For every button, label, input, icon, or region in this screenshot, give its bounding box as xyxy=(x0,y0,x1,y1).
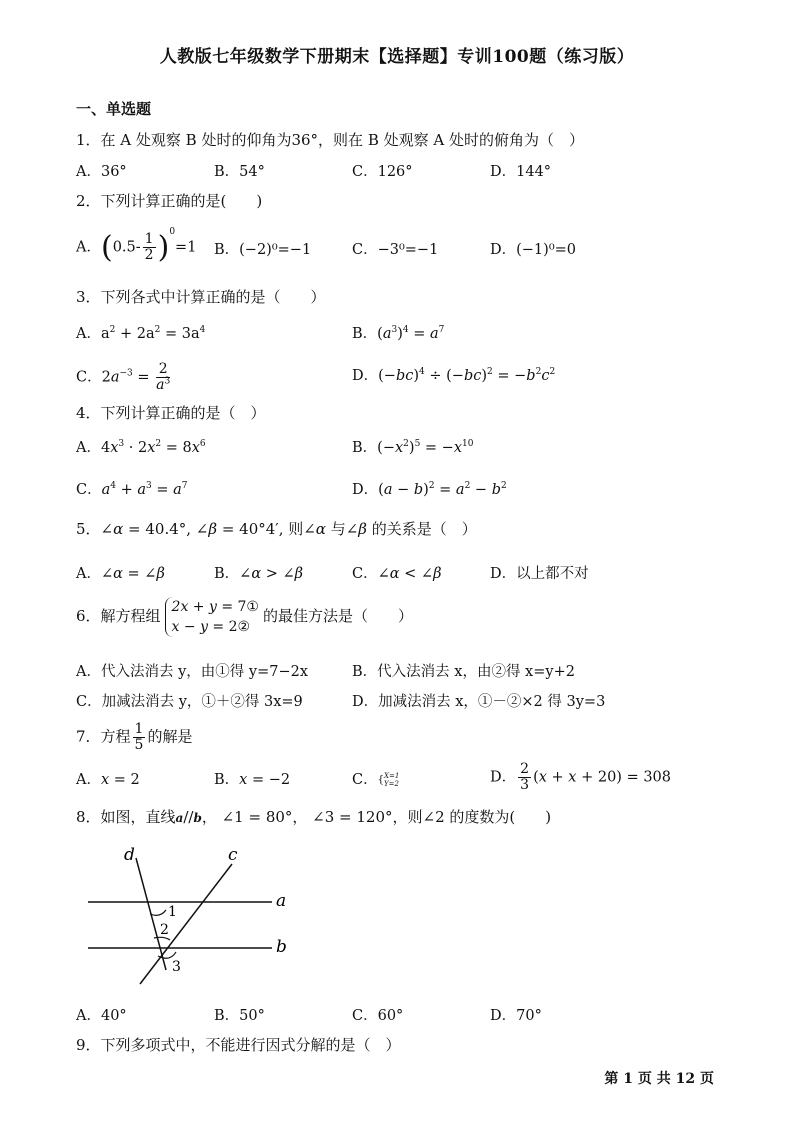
q2-option-d: D．(−1)⁰=0 xyxy=(490,242,577,258)
q5-option-c: C．∠α < ∠β xyxy=(352,566,442,582)
q5-option-b: B．∠α > ∠β xyxy=(214,566,304,582)
q4-option-b-label: B． xyxy=(352,440,378,456)
q3-option-b: B．$(a^3)^4 = a^7$ xyxy=(352,325,445,342)
question-5-stem: 5．∠α = 40.4°, ∠β = 40°4′, 则∠α 与∠β 的关系是（ ） xyxy=(76,520,477,538)
q6-option-c: C．加减法消去 y，①＋②得 3x=9 xyxy=(76,694,303,710)
question-1-stem: 1．在 A 处观察 B 处时的仰角为36°，则在 B 处观察 A 处时的俯角为（ ） xyxy=(76,131,584,149)
label-angle-2: 2 xyxy=(160,922,169,938)
q8-option-a: A．40° xyxy=(76,1008,127,1024)
q2-option-a: A．(0.5- $\frac{1}{2}$ )$^0$=1 xyxy=(76,226,197,265)
q2-option-c: C．−3⁰=−1 xyxy=(352,242,439,258)
q4-option-d-label: D． xyxy=(352,482,379,498)
q5-option-a: A．∠α = ∠β xyxy=(76,566,165,582)
q6-option-d: D．加减法消去 x，①－②×2 得 3y=3 xyxy=(352,694,606,710)
question-8-stem-tail: ，则∠2 的度数为( ) xyxy=(392,808,552,826)
question-7-stem: 7．方程 $\frac{1}{5}$ 的解是 xyxy=(76,721,193,753)
question-6-stem xyxy=(76,597,413,637)
question-7-stem-lead: 7．方程 xyxy=(76,727,131,746)
q8-option-c: C．60° xyxy=(352,1008,404,1024)
question-2-stem: 2．下列计算正确的是( ) xyxy=(76,192,263,210)
q3-option-a-label: A． xyxy=(76,326,101,342)
label-b: b xyxy=(276,937,287,957)
question-4-stem: 4．下列计算正确的是（ ） xyxy=(76,404,266,422)
q4-option-c: C．$a^4 + a^3 = a^7$ xyxy=(76,481,188,498)
q1-option-c: C．126° xyxy=(352,164,413,180)
label-angle-1: 1 xyxy=(168,904,177,920)
q6-option-b: B．代入法消去 x，由②得 x=y+2 xyxy=(352,664,575,680)
q3-option-c: C．$2a^{-3}$ = $\frac{2}{a^3}$ xyxy=(76,361,171,393)
q3-option-d: D．$(-bc)^4 \div (-bc)^2 = -b^2c^2$ xyxy=(352,367,556,384)
q4-option-b: B．$(-x^2)^5 = -x^{10}$ xyxy=(352,439,474,456)
label-angle-3: 3 xyxy=(172,959,181,975)
q4-option-a: A．$4x^3 \cdot 2x^2 = 8x^6$ xyxy=(76,439,206,456)
q5-option-b-label: B． xyxy=(214,566,240,582)
label-c: c xyxy=(228,845,238,865)
label-a: a xyxy=(276,891,287,911)
q3-option-a: A．$a^2 + 2a^2 = 3a^4$ xyxy=(76,325,206,342)
q2-option-a-label: A． xyxy=(76,239,101,256)
q1-option-d: D．144° xyxy=(490,164,552,180)
q1-option-b: B．54° xyxy=(214,164,265,180)
q4-option-a-label: A． xyxy=(76,440,101,456)
equation-system: 2x + y = 7① x − y = 2② xyxy=(165,597,259,637)
section-heading: 一、单选题 xyxy=(76,100,152,118)
q7-option-b-label: B． xyxy=(214,772,240,788)
q3-option-b-label: B． xyxy=(352,326,378,342)
q7-option-d: D． $\frac{2}{3}$ (x + x + 20) = 308 xyxy=(490,761,672,793)
question-8-stem-lead: 8．如图，直线 xyxy=(76,808,176,826)
q4-option-c-label: C． xyxy=(76,482,102,498)
question-9-stem: 9．下列多项式中，不能进行因式分解的是（ ） xyxy=(76,1036,401,1054)
q5-option-a-label: A． xyxy=(76,566,101,582)
question-7-stem-tail: 的解是 xyxy=(147,727,193,746)
q7-option-c-label: C． xyxy=(352,772,378,788)
q3-option-d-label: D． xyxy=(352,368,379,384)
q2-option-b: B．(−2)⁰=−1 xyxy=(214,242,312,258)
page-footer: 第 1 页 共 12 页 xyxy=(604,1071,714,1087)
q5-option-d: D．以上都不对 xyxy=(490,566,589,582)
question-6-stem-tail: 的最佳方法是（ ） xyxy=(262,607,413,625)
question-3-stem: 3．下列各式中计算正确的是（ ） xyxy=(76,288,326,306)
q6-option-a: A．代入法消去 y，由①得 y=7−2x xyxy=(76,664,308,680)
q8-option-d: D．70° xyxy=(490,1008,542,1024)
q7-option-a: A．x = 2 xyxy=(76,772,140,788)
angle-1-arc xyxy=(150,910,166,915)
q8-option-b: B．50° xyxy=(214,1008,265,1024)
question-5-stem-text: 的关系是（ ） xyxy=(371,520,477,538)
q7-option-c: C．{X=1 Y=2 xyxy=(352,772,400,788)
question-6-stem-lead: 6．解方程组 xyxy=(76,607,161,625)
q4-option-d: D．$(a - b)^2 = a^2 - b^2$ xyxy=(352,481,507,498)
q7-option-b: B．x = −2 xyxy=(214,772,291,788)
q7-option-d-label: D． xyxy=(490,769,517,786)
q5-option-c-label: C． xyxy=(352,566,378,582)
geometry-figure xyxy=(80,840,300,990)
q3-option-c-label: C． xyxy=(76,369,102,386)
label-d: d xyxy=(124,845,135,865)
q7-option-a-label: A． xyxy=(76,772,101,788)
q1-option-a: A．36° xyxy=(76,164,127,180)
page-title: 人教版七年级数学下册期末【选择题】专训100题（练习版） xyxy=(159,47,635,67)
question-8-stem: 8．如图，直线a//b， ∠1 = 80°， ∠3 = 120°，则∠2 的度数为( ) xyxy=(76,808,552,826)
